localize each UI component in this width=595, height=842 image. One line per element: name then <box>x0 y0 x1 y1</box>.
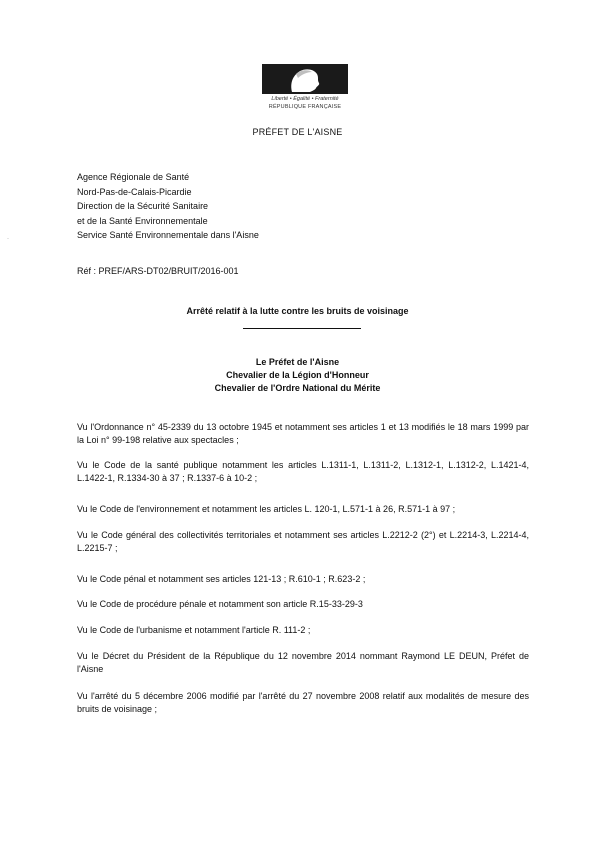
agency-line: Nord-Pas-de-Calais-Picardie <box>77 186 192 197</box>
title-underline <box>243 328 361 329</box>
signatory-block <box>0 356 595 395</box>
margin-mark: · <box>7 236 9 242</box>
visa-paragraph: Vu le Code de l'urbanisme et notamment l'article R. 111-2 ; <box>77 625 311 635</box>
reference-line: Réf : PREF/ARS-DT02/BRUIT/2016-001 <box>77 266 239 276</box>
visa-paragraph: Vu le Code de procédure pénale et notamment son article R.15-33-29-3 <box>77 599 363 609</box>
visa-paragraph: Vu le Code pénal et notamment ses articles 121-13 ; R.610-1 ; R.623-2 ; <box>77 574 366 584</box>
document-title: Arrêté relatif à la lutte contre les bruits de voisinage <box>186 306 409 316</box>
visas-list <box>77 421 529 716</box>
visa-paragraph: Vu le Code de la santé publique notamment les articles L.1311-1, L.1311-2, L.1312-1, L.1312-2, L.1421-4, L.1422-1, R.1334-30 à 37 ; R.1337-6 à 10-2 ; <box>77 460 529 483</box>
visa-paragraph: Vu l'Ordonnance n° 45-2339 du 13 octobre 1945 et notamment ses articles 1 et 13 modifiés le 18 mars 1999 par la Loi n° 99-198 relative aux spectacles ; <box>77 422 529 445</box>
visa-paragraph: Vu le Code de l'environnement et notamment les articles L. 120-1, L.571-1 à 26, R.571-1 à 97 ; <box>77 504 456 514</box>
signatory-line: Chevalier de la Légion d'Honneur <box>226 370 369 380</box>
agency-line: Agence Régionale de Santé <box>77 172 190 182</box>
logo-republic: RÉPUBLIQUE FRANÇAISE <box>268 104 342 110</box>
agency-line: Service Santé Environnementale dans l'Aisne <box>77 230 259 241</box>
prefect-heading: PRÉFET DE L'AISNE <box>252 127 343 137</box>
marianne-logo <box>262 64 348 118</box>
logo-motto: Liberté • Égalité • Fraternité <box>271 96 339 102</box>
signatory-line: Chevalier de l'Ordre National du Mérite <box>214 383 381 393</box>
visa-paragraph: Vu l'arrêté du 5 décembre 2006 modifié par l'arrêté du 27 novembre 2008 relatif aux modalités de mesure des bruits de voisinage ; <box>77 691 529 714</box>
marianne-emblem <box>262 64 348 94</box>
agency-line: et de la Santé Environnementale <box>77 215 208 226</box>
agency-line: Direction de la Sécurité Sanitaire <box>77 201 209 212</box>
marianne-profile-icon <box>262 64 348 94</box>
visa-paragraph: Vu le Décret du Président de la République du 12 novembre 2014 nommant Raymond LE DEUN, Préfet de l'Aisne <box>77 651 529 674</box>
visa-paragraph: Vu le Code général des collectivités territoriales et notamment ses articles L.2212-2 (2°) et L.2214-3, L.2214-4, L.2215-7 ; <box>77 530 529 553</box>
signatory-line: Le Préfet de l'Aisne <box>255 357 340 367</box>
agency-block <box>77 170 259 243</box>
